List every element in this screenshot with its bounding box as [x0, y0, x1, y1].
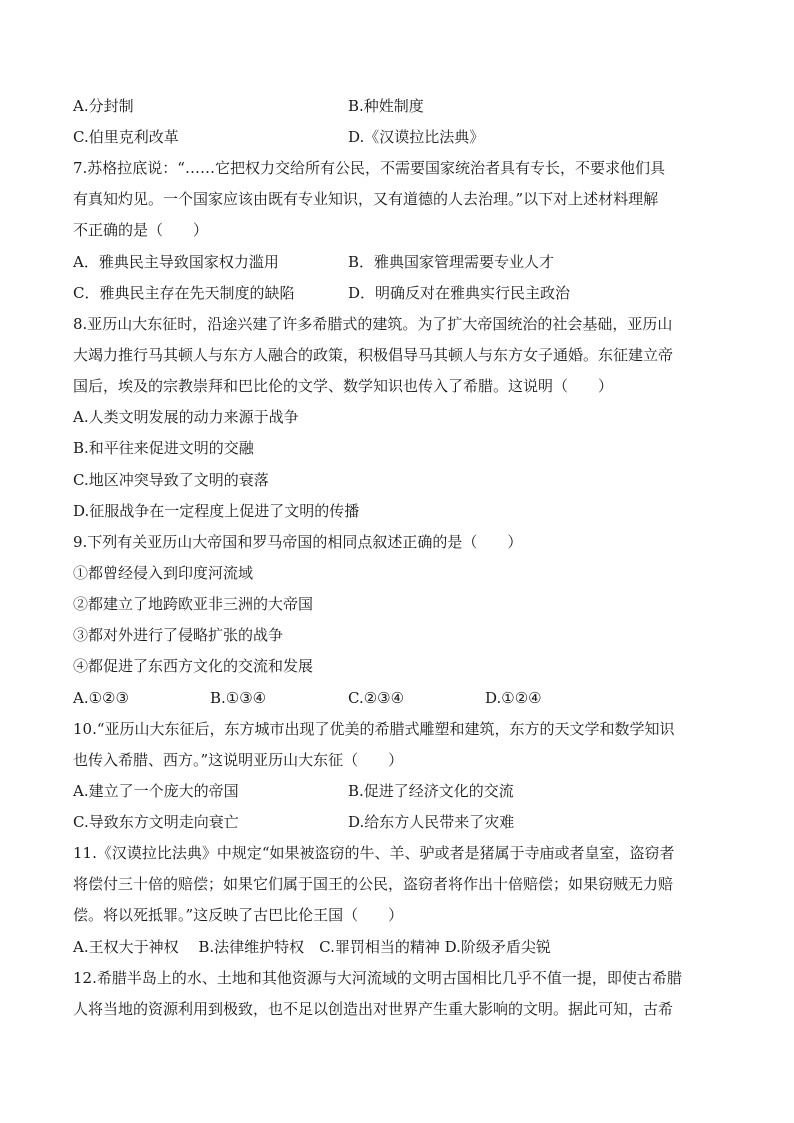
q6-option-b: B.种姓制度	[348, 97, 424, 115]
q11-stem-line-1: 11.《汉谟拉比法典》中规定“如果被盗窃的牛、羊、驴或者是猪属于寺庙或者皇室，盗窃者	[73, 844, 675, 862]
q12-stem-line-1: 12.希腊半岛上的水、土地和其他资源与大河流域的文明古国相比几乎不值一提，即使古希腊	[73, 969, 682, 987]
q9-item-4: ④都促进了东西方文化的交流和发展	[73, 657, 314, 675]
q8-option-c: C.地区冲突导致了文明的衰落	[73, 471, 269, 489]
q9-option-b: B.①③④	[210, 689, 267, 707]
q9-item-3: ③都对外进行了侵略扩张的战争	[73, 626, 284, 644]
q8-option-d: D.征服战争在一定程度上促进了文明的传播	[73, 502, 360, 520]
q11-stem-line-3: 偿。将以死抵罪。”这反映了古巴比伦王国（ ）	[73, 906, 404, 924]
q10-stem-line-2: 也传入希腊、西方。”这说明亚历山大东征（ ）	[73, 751, 404, 769]
q11-options: A.王权大于神权 B.法律维护特权 C.罪罚相当的精神 D.阶级矛盾尖锐	[73, 938, 551, 956]
q7-stem-line-1: 7.苏格拉底说：“……它把权力交给所有公民，不需要国家统治者具有专长，不要求他们具	[73, 159, 665, 177]
q8-stem-line-2: 大竭力推行马其顿人与东方人融合的政策，积极倡导马其顿人与东方女子通婚。东征建立帝	[73, 346, 674, 364]
q9-item-1: ①都曾经侵入到印度河流域	[73, 564, 254, 582]
q7-option-b: B．雅典国家管理需要专业人才	[348, 253, 555, 271]
q9-option-a: A.①②③	[73, 689, 129, 707]
q7-option-a: A．雅典民主导致国家权力滥用	[73, 253, 279, 271]
q10-option-a: A.建立了一个庞大的帝国	[73, 782, 239, 800]
q7-stem-line-2: 有真知灼见。一个国家应该由既有专业知识，又有道德的人去治理。”以下对上述材料理解	[73, 190, 659, 208]
q7-option-c: C．雅典民主存在先天制度的缺陷	[73, 284, 295, 302]
q10-option-c: C.导致东方文明走向衰亡	[73, 813, 239, 831]
q8-stem-line-1: 8.亚历山大东征时，沿途兴建了许多希腊式的建筑。为了扩大帝国统治的社会基础，亚历山	[73, 315, 673, 333]
q8-option-a: A.人类文明发展的动力来源于战争	[73, 408, 299, 426]
q6-option-a: A.分封制	[73, 97, 134, 115]
q6-option-d: D.《汉谟拉比法典》	[348, 128, 485, 146]
q9-stem: 9.下列有关亚历山大帝国和罗马帝国的相同点叙述正确的是（ ）	[73, 533, 523, 551]
q6-option-c: C.伯里克利改革	[73, 128, 179, 146]
q9-item-2: ②都建立了地跨欧亚非三洲的大帝国	[73, 595, 314, 613]
q12-stem-line-2: 人将当地的资源利用到极致，也不足以创造出对世界产生重大影响的文明。据此可知，古希	[73, 1000, 674, 1018]
q8-stem-line-3: 国后，埃及的宗教崇拜和巴比伦的文学、数学知识也传入了希腊。这说明（ ）	[73, 377, 614, 395]
q7-option-d: D．明确反对在雅典实行民主政治	[348, 284, 571, 302]
q7-stem-line-3: 不正确的是（ ）	[73, 221, 209, 239]
q10-option-d: D.给东方人民带来了灾难	[348, 813, 515, 831]
q11-stem-line-2: 将偿付三十倍的赔偿；如果它们属于国王的公民，盗窃者将作出十倍赔偿；如果窃贼无力赔	[73, 875, 674, 893]
q10-stem-line-1: 10.“亚历山大东征后，东方城市出现了优美的希腊式雕塑和建筑，东方的天文学和数学知识	[73, 720, 675, 738]
q9-option-d: D.①②④	[485, 689, 542, 707]
q10-option-b: B.促进了经济文化的交流	[348, 782, 514, 800]
q8-option-b: B.和平往来促进文明的交融	[73, 439, 254, 457]
q9-option-c: C.②③④	[348, 689, 405, 707]
